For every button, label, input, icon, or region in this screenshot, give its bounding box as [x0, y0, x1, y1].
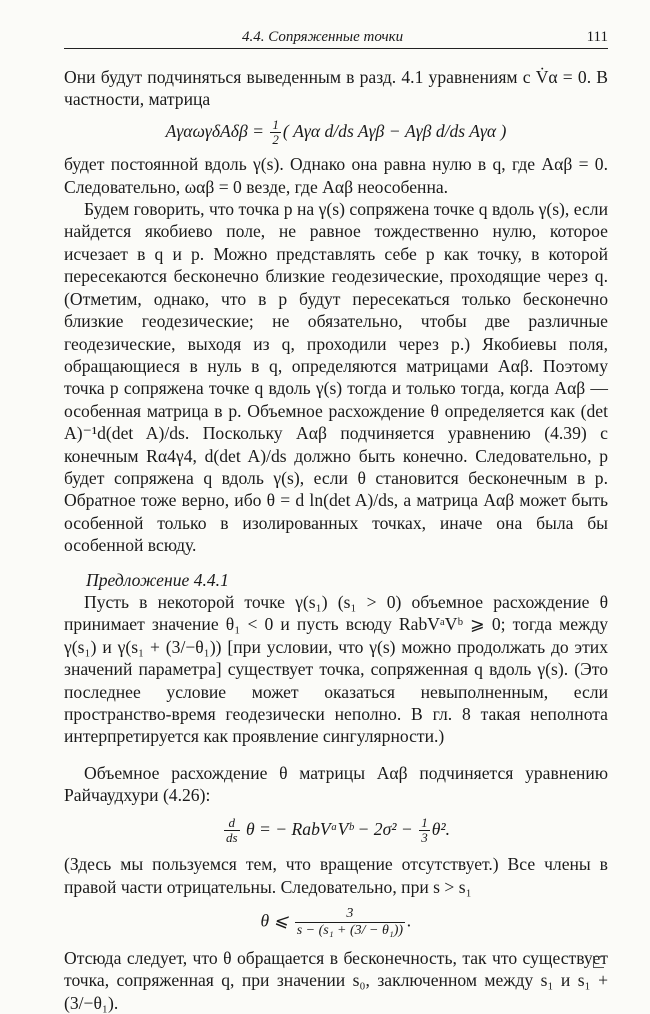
fraction-d-ds: $\frac{d}{ds}$: [225, 815, 238, 846]
paragraph-proposal: Пусть в некоторой точке γ(s₁) (s₁ > 0) объемное расхождение θ принимает значение θ₁ < 0 и пусть всюду RabVᵃVᵇ ⩾ 0; тогда между γ(s₁) и γ(s₁ + (3/−θ₁)) [при условии, что γ(s) можно продолжать до этих значений параметра] существует точка, сопряженная q вдоль γ(s). (Это последнее условие может оказаться невыполненным, если пространство-время геодезически неполно. В гл. 8 такая неполнота интерпретируется как проявление сингулярности.): [64, 591, 608, 747]
page-header: [64, 24, 608, 49]
equation-raychaudhuri-mid: θ = − RabVᵃVᵇ − 2σ² −: [245, 818, 418, 839]
page-number: 111: [586, 29, 608, 45]
equation-bound: [64, 906, 608, 939]
paragraph-raychaudhuri: Объемное расхождение θ матрицы Aαβ подчиняется уравнению Райчаудхури (4.26):: [64, 762, 608, 806]
fraction-bound-den: s − (s₁ + (3/ − θ₁)): [296, 922, 404, 938]
paragraph-intro: Они будут подчиняться выведенным в разд. 4.1 уравнениям с V̇α = 0. В частности, матрица: [64, 67, 608, 110]
equation-omega-left: AγαωγδAδβ =: [165, 120, 269, 141]
page-body: [64, 66, 608, 1014]
fraction-half-num: 1: [272, 117, 279, 133]
fraction-bound: [295, 906, 405, 939]
spacer: [64, 748, 608, 762]
paragraph-conclusion: Отсюда следует, что θ обращается в бесконечность, так что существует точка, сопряженная q, при значении s₀, заключенном между s₁ и s₁ + (3/−θ₁).: [64, 947, 608, 1013]
paragraph-conjugate-definition: Будем говорить, что точка p на γ(s) сопряжена точке q вдоль γ(s), если найдется якобиево поле, не равное тождественно нулю, которое исчезает в q и p. Можно представлять себе p как точку, в которой пересекаются бесконечно близкие геодезические, проходящие через q. (Отметим, однако, что в p будут пересекаться только бесконечно близкие геодезические; не обязательно, чтобы две различные геодезические, выходя из q, проходили через p.) Якобиевы поля, обращающиеся в нуль в q, определяются матрицами Aαβ. Поэтому точка p сопряжена точке q вдоль γ(s) тогда и только тогда, когда Aαβ — особенная матрица в p. Объемное расхождение θ определяется как (det A)⁻¹d(det A)/ds. Поскольку Aαβ подчиняется уравнению (4.39) с конечным Rα4γ4, d(det A)/ds должно быть конечно. Следовательно, p будет сопряжена q вдоль γ(s), если θ становится бесконечным в p. Обратное тоже верно, ибо θ = d ln(det A)/ds, а матрица Aαβ может быть особенной только в изолированных точках, иначе она была бы особенной всюду.: [64, 199, 608, 556]
equation-omega: [64, 117, 608, 147]
paragraph-constant: будет постоянной вдоль γ(s). Однако она равна нулю в q, где Aαβ = 0. Следовательно, ωαβ = 0 везде, где Aαβ неособенна.: [64, 154, 608, 197]
fraction-bound-num: 3: [295, 906, 405, 923]
running-title: 4.4. Сопряженные точки: [242, 29, 404, 45]
fraction-half: [270, 118, 281, 147]
equation-bound-left: θ ⩽: [260, 910, 293, 931]
fraction-third: $\frac{1}{3}$: [421, 815, 428, 846]
equation-bound-end: .: [407, 910, 412, 931]
end-of-proof-mark: [593, 956, 604, 968]
equation-omega-right: ( Aγα d/ds Aγβ − Aγβ d/ds Aγα ): [282, 120, 507, 141]
equation-raychaudhuri-end: θ².: [431, 818, 451, 839]
fraction-half-den: 2: [272, 132, 279, 148]
equation-raychaudhuri: [64, 815, 608, 845]
book-page: [64, 24, 608, 1013]
paragraph-rotation: (Здесь мы пользуемся тем, что вращение отсутствует.) Все члены в правой части отрицательны. Следовательно, при s > s₁: [64, 854, 608, 897]
proposal-heading: Предложение 4.4.1: [86, 569, 229, 590]
